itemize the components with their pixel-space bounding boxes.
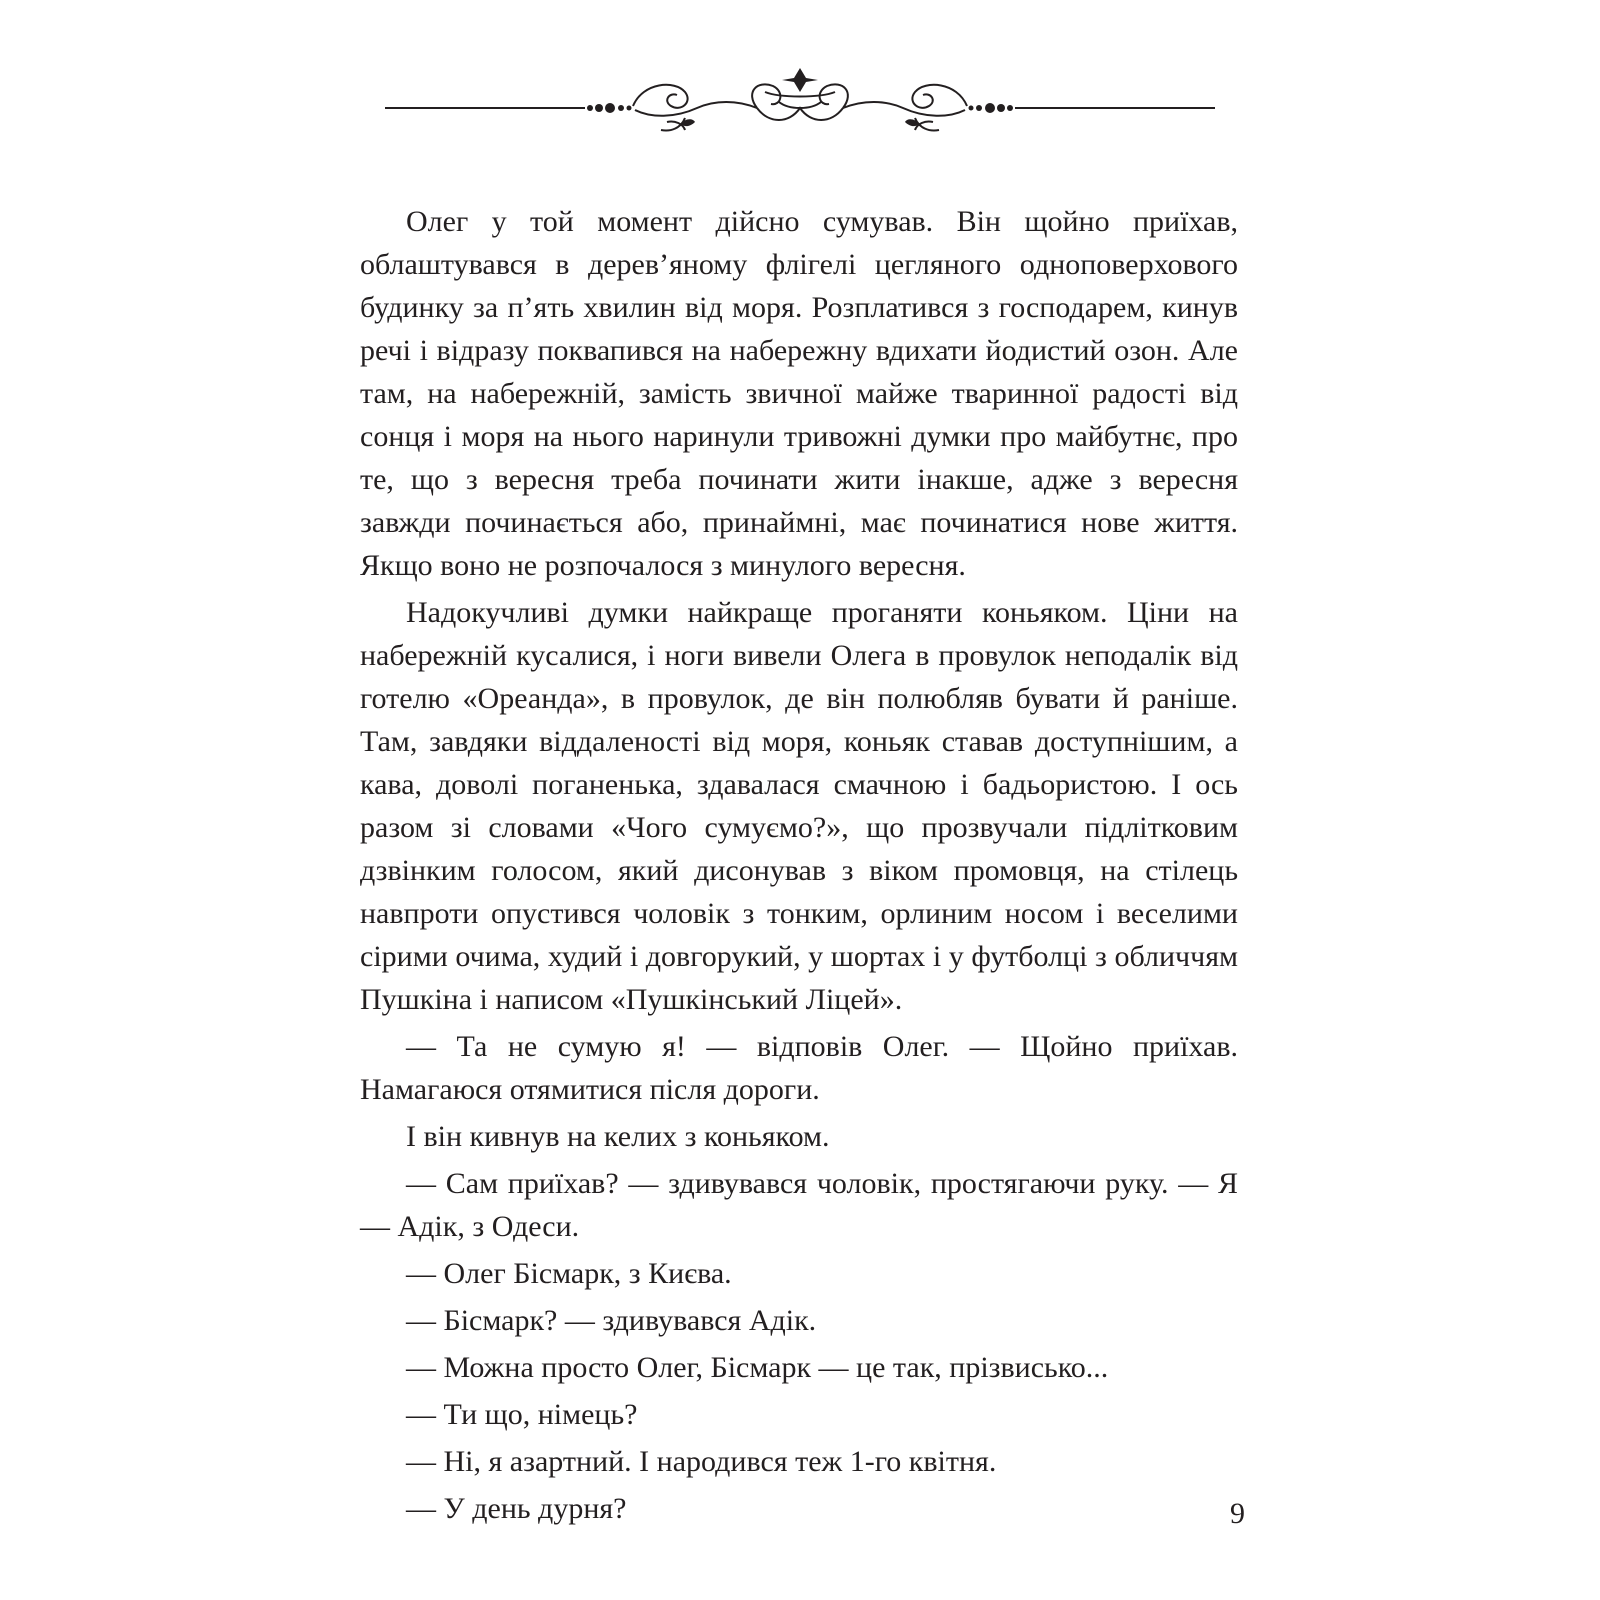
paragraph: — Можна просто Олег, Бісмарк — це так, прізвисько... — [406, 1351, 1109, 1384]
paragraph: Надокучливі думки найкраще проганяти коньяком. Ціни на набережній кусалися, і ноги вивели Олега в провулок неподалік від готелю «Ореанда», в провулок, де він полюбляв бувати й раніше. Там, завдяки віддаленості від моря, коньяк ставав доступнішим, а кава, доволі поганенька, здавалася смачною і бадьористою. І ось разом зі словами «Чого сумуємо?», що прозвучали підлітковим дзвінким голосом, який дисонував з віком промовця, на стілець навпроти опустився чоловік з тонким, орлиним носом і веселими сірими очима, худий і довгорукий, у шортах і у футболці з обличчям Пушкіна і написом «Пушкінський Ліцей». — [360, 596, 1238, 1016]
paragraph: — Ти що, німець? — [406, 1398, 638, 1431]
paragraph: — Сам приїхав? — здивувався чоловік, простягаючи руку. — Я — Адік, з Одеси. — [360, 1167, 1238, 1243]
paragraph: — У день дурня? — [406, 1492, 627, 1525]
paragraph: — Олег Бісмарк, з Києва. — [406, 1257, 732, 1290]
paragraph: — Ні, я азартний. І народився теж 1-го квітня. — [406, 1445, 997, 1478]
page-number: 9 — [1230, 1497, 1245, 1530]
body-text — [360, 200, 1238, 1530]
paragraph: Олег у той момент дійсно сумував. Він щойно приїхав, облаштувався в дерев’яному флігелі цегляного одноповерхового будинку за п’ять хвилин від моря. Розплатився з господарем, кинув речі і відразу поквапився на набережну вдихати йодистий озон. Але там, на набережній, замість звичної майже тваринної радості від сонця і моря на нього наринули тривожні думки про майбутнє, про те, що з вересня треба починати жити інакше, адже з вересня завжди починається або, принаймні, має починатися нове життя. Якщо воно не розпочалося з минулого вересня. — [360, 205, 1238, 582]
paragraph: — Бісмарк? — здивувався Адік. — [406, 1304, 817, 1337]
flourish-divider-icon — [385, 62, 1215, 140]
paragraph: І він кивнув на келих з коньяком. — [406, 1120, 830, 1153]
paragraph: — Та не сумую я! — відповів Олег. — Щойно приїхав. Намагаюся отямитися після дороги. — [360, 1030, 1238, 1106]
